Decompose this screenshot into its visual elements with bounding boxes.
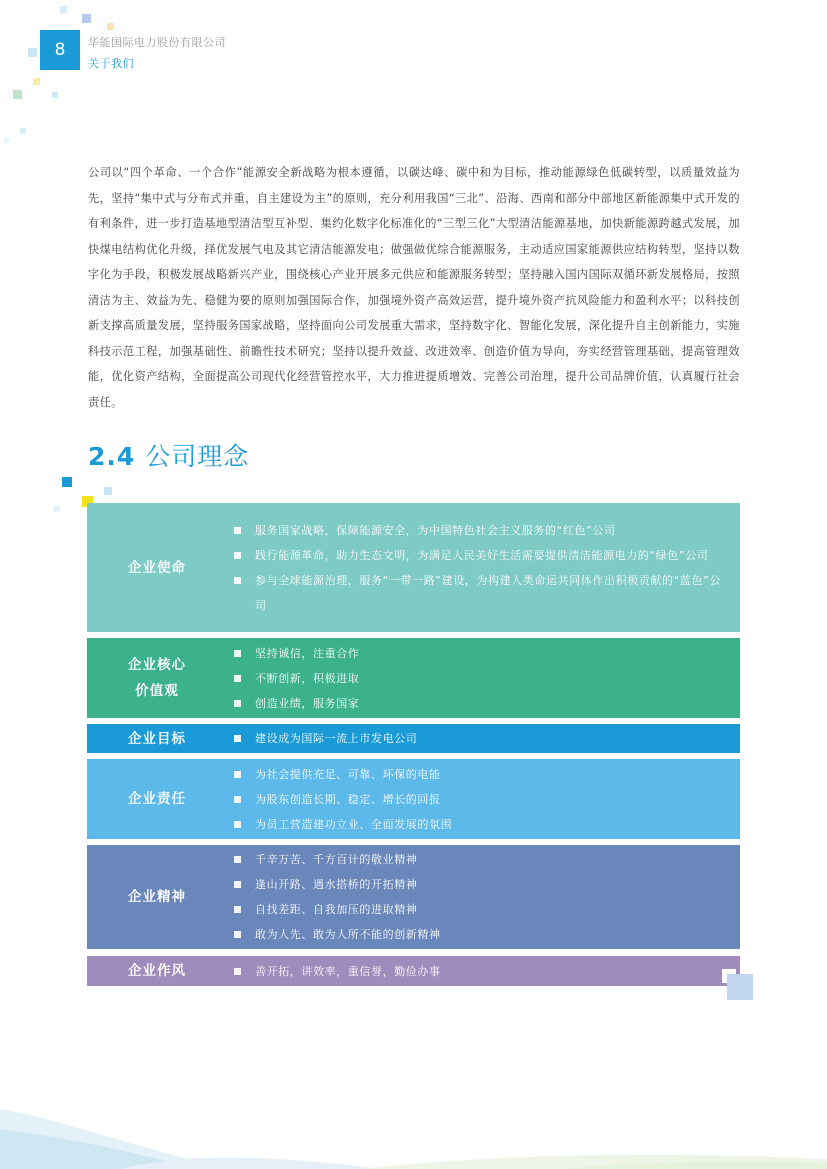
heading-title: 公司理念 — [145, 442, 250, 471]
row-label-text: 价值观 — [135, 683, 179, 699]
square-bullet-icon — [234, 577, 241, 584]
row-label-text: 企业使命 — [128, 559, 186, 576]
square-bullet-icon — [234, 856, 241, 863]
list-item: 不断创新，积极进取 — [227, 666, 740, 691]
row-core-values — [87, 638, 740, 718]
deco-square — [727, 974, 753, 1000]
square-bullet-icon — [234, 700, 241, 707]
row-items — [227, 503, 740, 632]
body-paragraph: 公司以“四个革命、一个合作”能源安全新战略为根本遵循，以碳达峰、碳中和为目标，推动能源绿色低碳转型，以质量效益为先，坚持“集中式与分布式并重，自主建设为主”的原则，充分利用我国“三北”、沿海、西南和部分中部地区新能源集中式开发的有利条件，进一步打造基地型清洁型互补型、集约化数字化标准化的“三型三化”大型清洁能源基地，加快新能源跨越式发展，加快煤电结构优化升级，择优发展气电及其它清洁能源发电；做强做优综合能源服务，主动适应国家能源供应结构转型，坚持以数字化为手段，积极发展战略新兴产业，围绕核心产业开展多元供应和能源服务转型；坚持融入国内国际双循环新发展格局，按照清洁为主、效益为先、稳健为要的原则加强国际合作，加强境外资产高效运营，提升境外资产抗风险能力和盈利水平；以科技创新支撑高质量发展，坚持服务国家战略，坚持面向公司发展重大需求，坚持数字化、智能化发展，深化提升自主创新能力，实施科技示范工程，加强基础性、前瞻性技术研究；坚持以提升效益、改进效率、创造价值为导向，夯实经营管理基础，提高管理效能，优化资产结构，全面提高公司现代化经营管控水平，大力推进提质增效、完善公司治理，提升公司品牌价值，认真履行社会责任。 — [88, 166, 740, 409]
deco-square — [107, 23, 114, 30]
section-title: 关于我们 — [88, 57, 134, 70]
square-bullet-icon — [234, 821, 241, 828]
list-item: 创造业绩，服务国家 — [227, 691, 740, 716]
square-bullet-icon — [234, 735, 241, 742]
bottom-wave-decoration — [0, 1099, 827, 1169]
row-label — [87, 759, 227, 839]
list-item: 为社会提供充足、可靠、环保的电能 — [227, 762, 740, 787]
list-item: 服务国家战略，保障能源安全，为中国特色社会主义服务的“红色”公司 — [227, 518, 740, 543]
list-item: 自找差距、自我加压的进取精神 — [227, 897, 740, 922]
square-bullet-icon — [234, 906, 241, 913]
deco-square — [104, 487, 112, 495]
list-item: 坚持诚信，注重合作 — [227, 641, 740, 666]
row-items — [227, 845, 740, 949]
row-mission — [87, 503, 740, 632]
list-item: 建设成为国际一流上市发电公司 — [227, 726, 740, 751]
deco-square — [4, 138, 9, 143]
heading-number: 2.4 — [88, 442, 136, 471]
row-goal — [87, 724, 740, 753]
list-item: 善开拓，讲效率，重信誉，勤俭办事 — [227, 959, 740, 984]
deco-square — [52, 92, 58, 98]
list-item: 为股东创造长期、稳定、增长的回报 — [227, 787, 740, 812]
row-label-text: 企业精神 — [128, 889, 186, 905]
square-bullet-icon — [234, 796, 241, 803]
row-items — [227, 759, 740, 839]
deco-square — [20, 128, 26, 134]
list-item: 参与全球能源治理，服务“一带一路”建设，为构建人类命运共同体作出积极贡献的“蓝色”公司 — [227, 568, 740, 618]
deco-square — [33, 78, 40, 85]
row-spirit — [87, 845, 740, 949]
square-bullet-icon — [234, 527, 241, 534]
row-items — [227, 724, 740, 753]
square-bullet-icon — [234, 675, 241, 682]
deco-square — [82, 14, 91, 23]
row-label-text: 企业目标 — [128, 730, 186, 747]
row-items — [227, 638, 740, 718]
list-item: 逢山开路、遇水搭桥的开拓精神 — [227, 872, 740, 897]
row-label — [87, 503, 227, 632]
square-bullet-icon — [234, 771, 241, 778]
deco-square — [60, 6, 67, 13]
deco-square — [62, 477, 72, 487]
square-bullet-icon — [234, 931, 241, 938]
row-items — [227, 956, 740, 986]
list-item: 践行能源革命，助力生态文明，为满足人民美好生活需要提供清洁能源电力的“绿色”公司 — [227, 543, 740, 568]
row-style — [87, 956, 740, 986]
square-bullet-icon — [234, 881, 241, 888]
row-label — [87, 638, 227, 718]
deco-square — [28, 48, 37, 57]
square-bullet-icon — [234, 968, 241, 975]
square-bullet-icon — [234, 650, 241, 657]
deco-square — [13, 90, 22, 99]
square-bullet-icon — [234, 552, 241, 559]
row-label — [87, 956, 227, 986]
row-label-text: 企业核心 — [128, 657, 186, 673]
page-number: 8 — [40, 30, 80, 70]
row-label — [87, 845, 227, 949]
deco-square — [54, 506, 60, 512]
row-label-text: 企业作风 — [128, 963, 186, 979]
company-name: 华能国际电力股份有限公司 — [88, 36, 226, 49]
list-item: 敢为人先、敢为人所不能的创新精神 — [227, 922, 740, 947]
row-label-text: 企业责任 — [128, 791, 186, 807]
list-item: 千辛万苦、千方百计的敬业精神 — [227, 847, 740, 872]
list-item: 为员工营造建功立业、全面发展的氛围 — [227, 812, 740, 837]
row-label — [87, 724, 227, 753]
section-heading — [88, 437, 249, 473]
row-responsibility — [87, 759, 740, 839]
